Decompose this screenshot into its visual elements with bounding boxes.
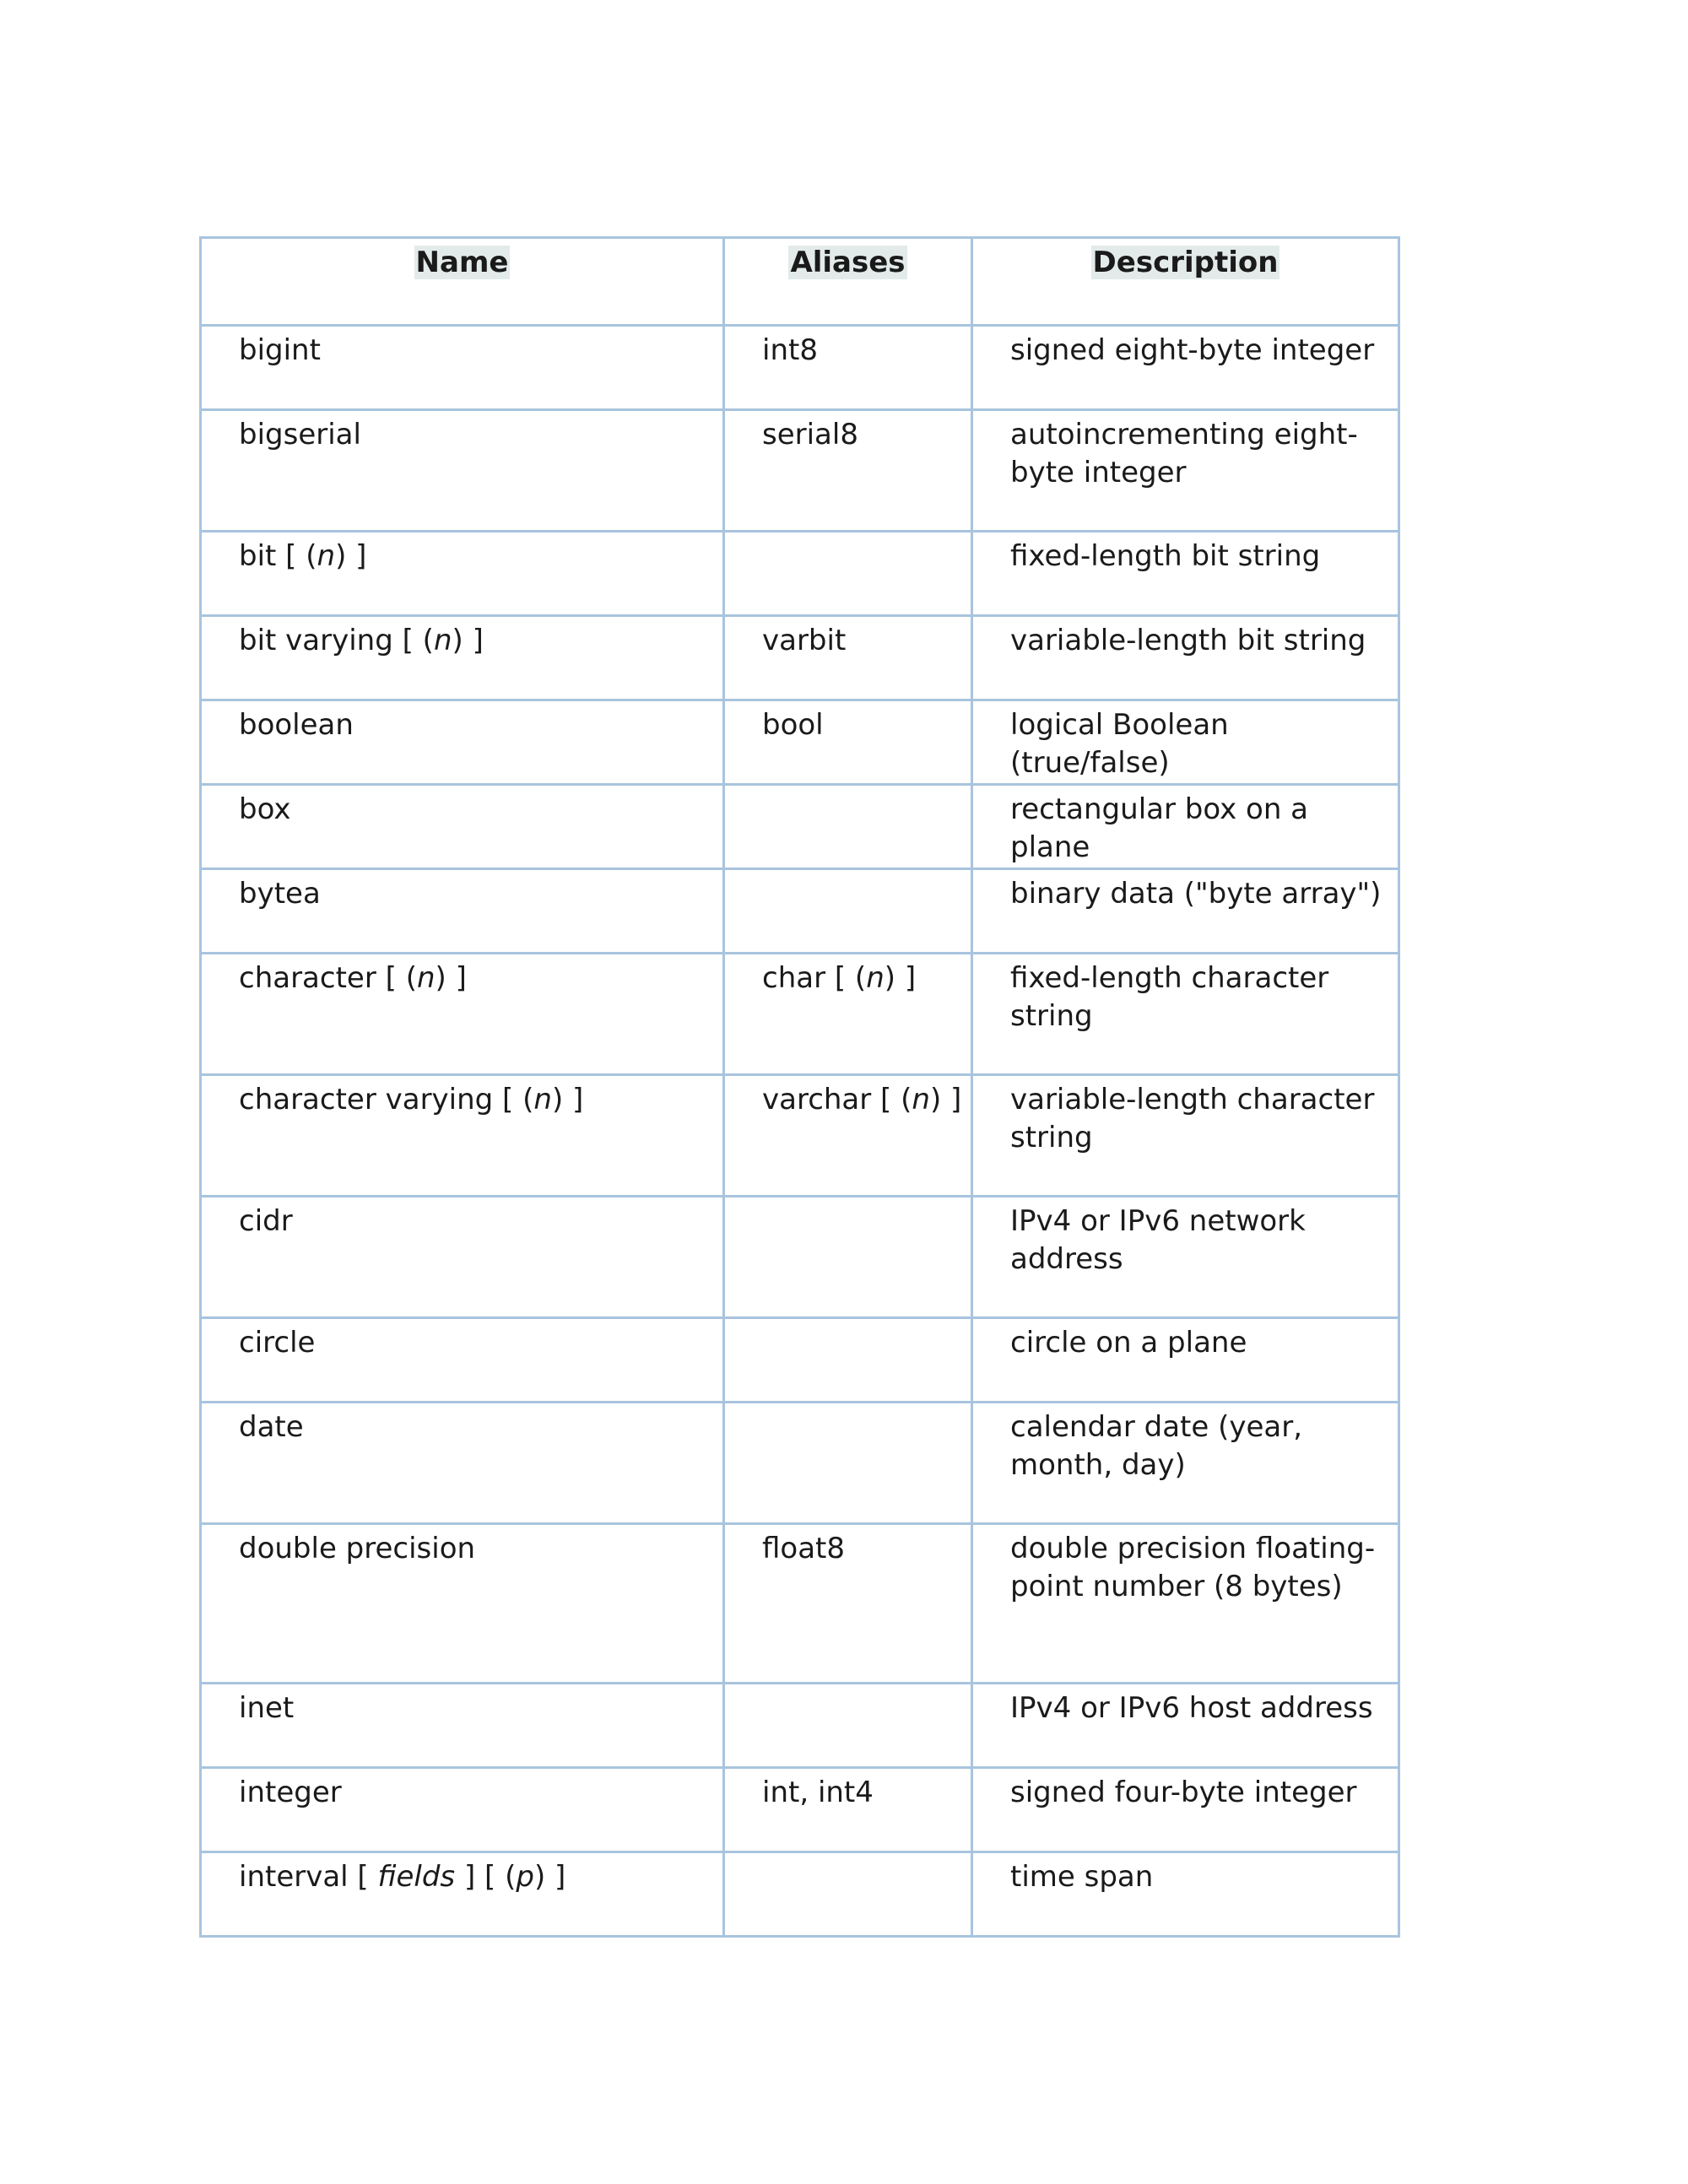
header-description-cell bbox=[972, 238, 1399, 326]
aliases-cell bbox=[724, 1524, 972, 1684]
table-row bbox=[201, 954, 1399, 1075]
table-row bbox=[201, 1852, 1399, 1937]
name-cell-text: bit varying [ ( bbox=[239, 624, 434, 657]
name-cell-text: inet bbox=[239, 1691, 295, 1725]
name-cell-text: n bbox=[416, 961, 436, 995]
header-name-cell bbox=[201, 238, 724, 326]
name-cell-text: cidr bbox=[239, 1204, 293, 1238]
table-row bbox=[201, 1524, 1399, 1684]
aliases-cell bbox=[724, 954, 972, 1075]
name-cell-text: circle bbox=[239, 1326, 316, 1360]
aliases-cell bbox=[724, 326, 972, 410]
name-cell-text: boolean bbox=[239, 708, 354, 742]
table-row bbox=[201, 616, 1399, 700]
name-cell-text: box bbox=[239, 792, 291, 826]
aliases-cell-text: n bbox=[912, 1083, 930, 1116]
name-cell-text: fields bbox=[377, 1860, 456, 1894]
name-cell bbox=[201, 1403, 724, 1524]
aliases-cell-text: char [ ( bbox=[762, 961, 867, 995]
name-cell-text: bit [ ( bbox=[239, 539, 317, 573]
aliases-cell bbox=[724, 1197, 972, 1318]
table-row bbox=[201, 1318, 1399, 1403]
name-cell-text: bytea bbox=[239, 877, 321, 911]
name-cell bbox=[201, 1684, 724, 1768]
table-body bbox=[201, 326, 1399, 1937]
aliases-cell bbox=[724, 532, 972, 616]
description-cell: calendar date (year, month, day) bbox=[972, 1403, 1399, 1524]
name-cell bbox=[201, 1318, 724, 1403]
name-cell bbox=[201, 869, 724, 954]
aliases-cell bbox=[724, 1075, 972, 1197]
aliases-cell-text: bool bbox=[762, 708, 824, 742]
description-cell: autoincrementing eight-byte integer bbox=[972, 410, 1399, 532]
aliases-cell-text: n bbox=[866, 961, 885, 995]
table-row bbox=[201, 326, 1399, 410]
table-row bbox=[201, 410, 1399, 532]
aliases-cell-text: ) ] bbox=[884, 961, 917, 995]
header-aliases-cell bbox=[724, 238, 972, 326]
description-cell: double precision floating-point number (8 bytes) bbox=[972, 1524, 1399, 1684]
table-row bbox=[201, 1403, 1399, 1524]
description-cell: fixed-length bit string bbox=[972, 532, 1399, 616]
name-cell bbox=[201, 1197, 724, 1318]
name-cell-text: bigint bbox=[239, 333, 321, 367]
name-cell-text: n bbox=[316, 539, 336, 573]
aliases-cell-text: float8 bbox=[762, 1532, 846, 1565]
name-cell-text: ) ] bbox=[533, 1860, 566, 1894]
name-cell bbox=[201, 1075, 724, 1197]
name-cell-text: p bbox=[516, 1860, 534, 1894]
name-cell-text: character varying [ ( bbox=[239, 1083, 534, 1116]
name-cell-text: integer bbox=[239, 1776, 342, 1809]
name-cell bbox=[201, 1524, 724, 1684]
name-cell-text: ) ] bbox=[551, 1083, 584, 1116]
aliases-cell bbox=[724, 869, 972, 954]
name-cell-text: n bbox=[433, 624, 452, 657]
aliases-cell bbox=[724, 1684, 972, 1768]
name-cell bbox=[201, 785, 724, 869]
name-cell bbox=[201, 700, 724, 785]
name-cell-text: bigserial bbox=[239, 418, 361, 451]
table-row bbox=[201, 700, 1399, 785]
description-cell: fixed-length character string bbox=[972, 954, 1399, 1075]
header-description: Description bbox=[1092, 246, 1279, 279]
aliases-cell bbox=[724, 616, 972, 700]
header-name: Name bbox=[415, 246, 509, 279]
table-row bbox=[201, 869, 1399, 954]
aliases-cell-text: varbit bbox=[762, 624, 847, 657]
table-row bbox=[201, 1684, 1399, 1768]
aliases-cell bbox=[724, 700, 972, 785]
name-cell bbox=[201, 410, 724, 532]
aliases-cell bbox=[724, 1852, 972, 1937]
name-cell bbox=[201, 616, 724, 700]
description-cell: IPv4 or IPv6 network address bbox=[972, 1197, 1399, 1318]
table-row bbox=[201, 1075, 1399, 1197]
aliases-cell bbox=[724, 1768, 972, 1852]
description-cell: logical Boolean (true/false) bbox=[972, 700, 1399, 785]
description-cell: variable-length character string bbox=[972, 1075, 1399, 1197]
table-header-row bbox=[201, 238, 1399, 326]
name-cell bbox=[201, 532, 724, 616]
description-cell: binary data ("byte array") bbox=[972, 869, 1399, 954]
aliases-cell-text: int8 bbox=[762, 333, 818, 367]
description-cell: IPv4 or IPv6 host address bbox=[972, 1684, 1399, 1768]
aliases-cell bbox=[724, 1318, 972, 1403]
description-cell: signed four-byte integer bbox=[972, 1768, 1399, 1852]
aliases-cell-text: serial8 bbox=[762, 418, 858, 451]
name-cell bbox=[201, 326, 724, 410]
aliases-cell-text: ) ] bbox=[929, 1083, 962, 1116]
description-cell: rectangular box on a plane bbox=[972, 785, 1399, 869]
name-cell bbox=[201, 1768, 724, 1852]
name-cell-text: ) ] bbox=[435, 961, 467, 995]
data-types-table bbox=[199, 236, 1400, 1938]
description-cell: variable-length bit string bbox=[972, 616, 1399, 700]
aliases-cell bbox=[724, 785, 972, 869]
name-cell-text: ) ] bbox=[452, 624, 484, 657]
name-cell-text: ) ] bbox=[335, 539, 367, 573]
name-cell bbox=[201, 954, 724, 1075]
aliases-cell bbox=[724, 1403, 972, 1524]
description-cell: circle on a plane bbox=[972, 1318, 1399, 1403]
name-cell-text: n bbox=[533, 1083, 552, 1116]
name-cell-text: ] [ ( bbox=[455, 1860, 517, 1894]
name-cell-text: date bbox=[239, 1410, 304, 1444]
table-row bbox=[201, 1768, 1399, 1852]
aliases-cell bbox=[724, 410, 972, 532]
table-row bbox=[201, 532, 1399, 616]
aliases-cell-text: int, int4 bbox=[762, 1776, 874, 1809]
aliases-cell-text: varchar [ ( bbox=[762, 1083, 912, 1116]
table-row bbox=[201, 785, 1399, 869]
name-cell-text: character [ ( bbox=[239, 961, 417, 995]
description-cell: time span bbox=[972, 1852, 1399, 1937]
name-cell-text: interval [ bbox=[239, 1860, 378, 1894]
name-cell-text: double precision bbox=[239, 1532, 476, 1565]
table-row bbox=[201, 1197, 1399, 1318]
description-cell: signed eight-byte integer bbox=[972, 326, 1399, 410]
name-cell bbox=[201, 1852, 724, 1937]
header-aliases: Aliases bbox=[790, 246, 906, 279]
